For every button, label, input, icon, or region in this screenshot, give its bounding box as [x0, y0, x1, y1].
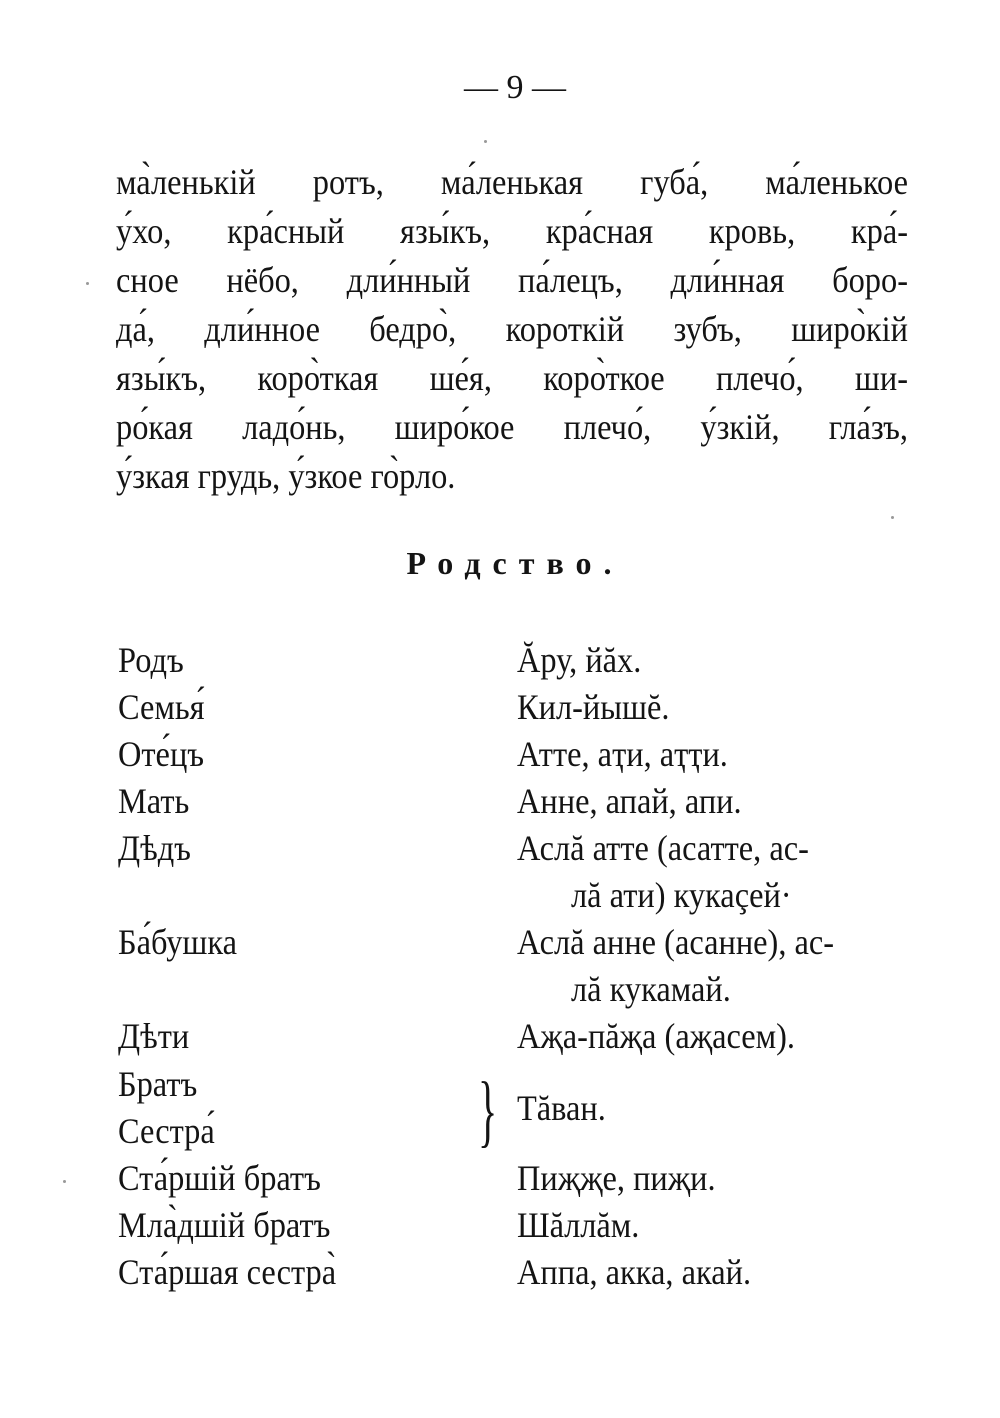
- vocab-term: Ба́бушка: [118, 922, 238, 962]
- vocab-term: Родъ: [118, 640, 184, 680]
- vocab-term: Дѣти: [118, 1016, 190, 1056]
- body-paragraph: [116, 158, 916, 501]
- translation-line: Атте, аҭи, аҭҭи.: [517, 734, 728, 774]
- vocab-term: Ста́ршая сестра̀: [118, 1252, 337, 1292]
- paragraph-line: ро́кая ладо́нь, широ́кое плечо́, у́зкій, гла́зъ,: [116, 407, 908, 447]
- paragraph-line: сное нёбо, дли́нный па́лецъ, дли́нная боро-: [116, 260, 908, 300]
- translation-line: Аппа, акка, акай.: [517, 1252, 752, 1292]
- vocab-translation: [517, 1085, 904, 1132]
- grouping-brace: }: [478, 1067, 498, 1155]
- translation-line: Аҗа-пăҗа (аҗасем).: [517, 1016, 796, 1056]
- translation-line: лă ати) кукаçей·: [571, 875, 792, 915]
- print-speck: [484, 140, 487, 143]
- translation-line: Кил-йышĕ.: [517, 687, 670, 727]
- vocab-translation: [517, 637, 904, 684]
- paragraph-line: ма̀ленькій ротъ, ма́ленькая губа́, ма́ленькое: [116, 162, 908, 202]
- vocab-term: Дѣдъ: [118, 828, 191, 868]
- vocab-translation: [517, 731, 904, 778]
- vocab-term: Мла̀дшій братъ: [118, 1205, 331, 1245]
- translation-line: лă кукамай.: [571, 969, 731, 1009]
- vocab-term: Братъ: [118, 1064, 198, 1104]
- vocab-translation: [517, 1013, 904, 1060]
- vocab-term: Мать: [118, 781, 190, 821]
- print-speck: [86, 282, 89, 285]
- vocab-term: Ста́ршій братъ: [118, 1158, 321, 1198]
- translation-line: Пиҗҗе, пиҗи.: [517, 1158, 716, 1198]
- translation-line: Аслă анне (асанне), ас-: [517, 922, 835, 962]
- vocab-translation: [517, 778, 904, 825]
- translation-line: Тăван.: [517, 1088, 606, 1128]
- vocab-translation: [517, 1155, 904, 1202]
- vocab-translation: [517, 684, 904, 731]
- translation-line: Аслă атте (асатте, ас-: [517, 828, 809, 868]
- vocab-term: Оте́цъ: [118, 734, 205, 774]
- vocab-translation: [517, 1249, 904, 1296]
- paragraph-line: язы́къ, коро̀ткая ше́я, коро̀ткое плечо́, ши-: [116, 358, 908, 398]
- paragraph-line: да́, дли́нное бедро̀, короткій зубъ, широ̀кій: [116, 309, 908, 349]
- translation-line: Анне, апай, апи.: [517, 781, 742, 821]
- vocab-translation: [517, 919, 904, 1013]
- vocab-translation: [517, 1202, 904, 1249]
- section-title: Родство.: [406, 545, 624, 581]
- print-speck: [63, 1180, 66, 1183]
- translation-line: Шăллăм.: [517, 1205, 640, 1245]
- vocab-term: Семья́: [118, 687, 205, 727]
- vocab-translation: [517, 825, 904, 919]
- translation-line: Ăру, йăх.: [517, 640, 642, 680]
- vocab-term: Сестра́: [118, 1111, 215, 1151]
- paragraph-line: у́хо, кра́сный язы́къ, кра́сная кровь, кра́-: [116, 211, 908, 251]
- print-speck: [891, 516, 894, 519]
- page-number: — 9 —: [464, 69, 566, 106]
- paragraph-line: у́зкая грудь, у́зкое го̀рло.: [116, 456, 456, 496]
